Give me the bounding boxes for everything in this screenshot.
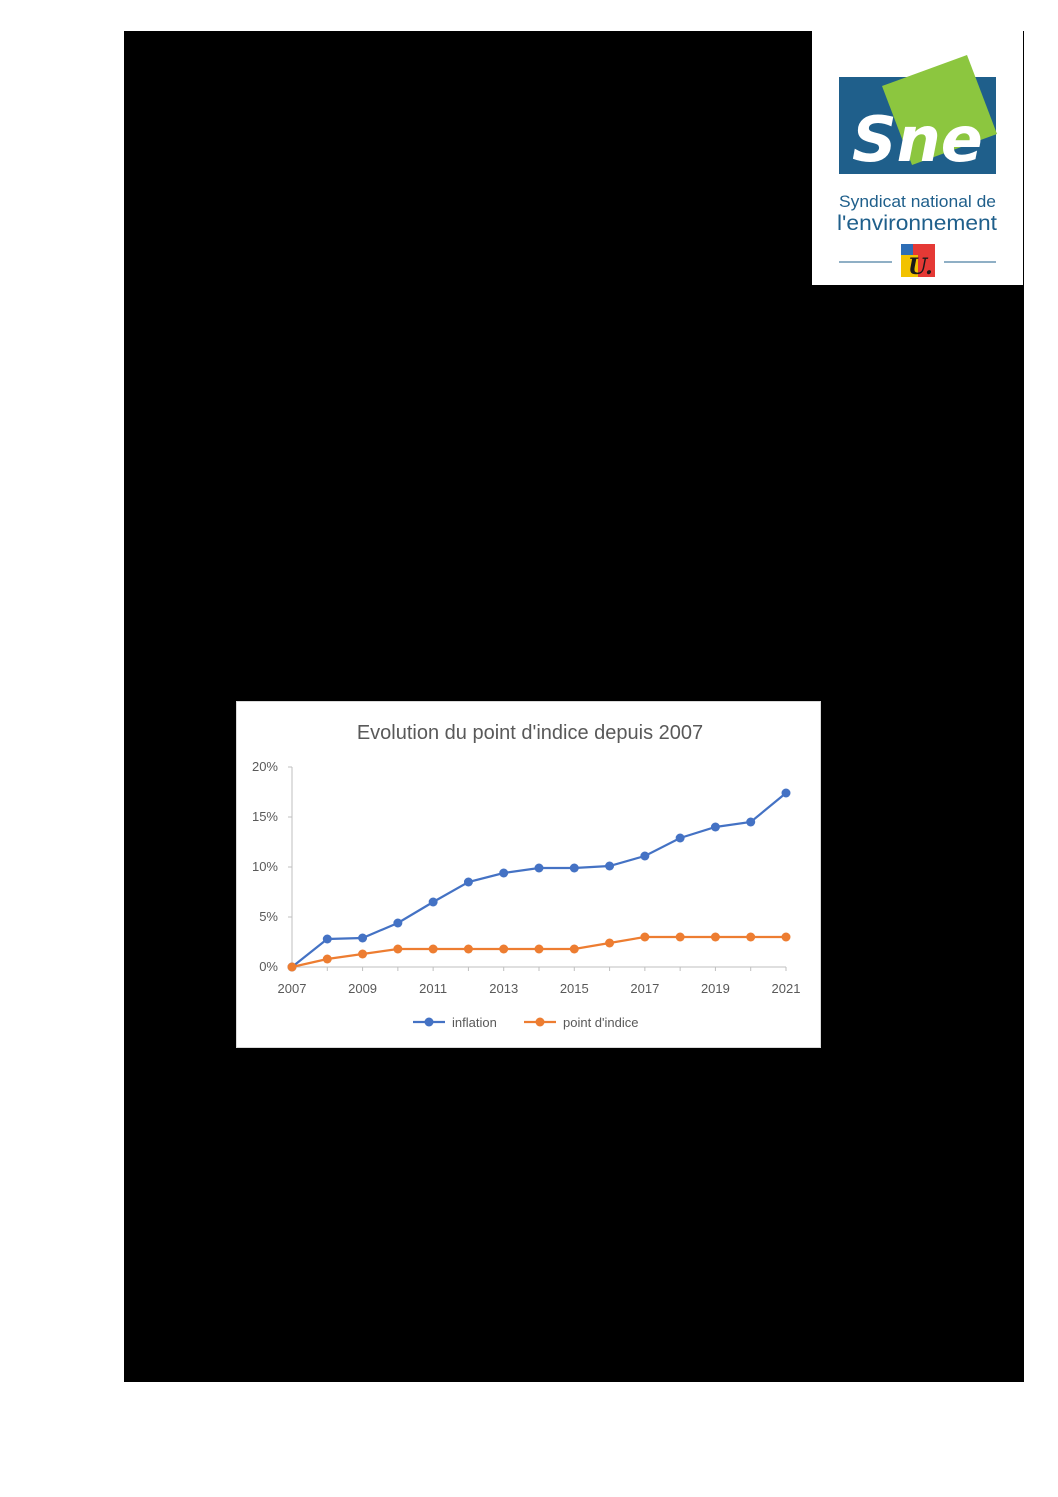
legend-swatch-marker: [425, 1018, 434, 1027]
x-tick-label: 2021: [771, 981, 801, 996]
data-point: [676, 933, 685, 942]
data-point: [782, 933, 791, 942]
legend-label: inflation: [452, 1015, 497, 1030]
legend-swatch-marker: [536, 1018, 545, 1027]
data-point: [570, 864, 579, 873]
data-point: [711, 933, 720, 942]
data-point: [288, 963, 297, 972]
data-point: [323, 935, 332, 944]
y-tick-label: 10%: [251, 859, 278, 874]
chart-container: [236, 701, 821, 1048]
data-point: [464, 945, 473, 954]
data-point: [711, 823, 720, 832]
data-point: [535, 945, 544, 954]
x-tick-label: 2019: [700, 981, 730, 996]
data-point: [323, 955, 332, 964]
y-tick-label: 0%: [259, 959, 278, 974]
series-line: [292, 793, 786, 967]
y-tick-label: 20%: [251, 759, 278, 774]
data-point: [746, 933, 755, 942]
series-layer: [288, 789, 791, 972]
data-point: [429, 945, 438, 954]
data-point: [746, 818, 755, 827]
data-point: [464, 878, 473, 887]
data-point: [499, 945, 508, 954]
series-0: [288, 789, 791, 972]
data-point: [499, 869, 508, 878]
sne-logo-graphic: [812, 31, 1023, 285]
sne-logo: [812, 31, 1023, 285]
data-point: [676, 834, 685, 843]
chart-legend: [413, 1015, 638, 1030]
logo-line-1: Syndicat national de: [839, 192, 996, 211]
data-point: [605, 862, 614, 871]
data-point: [429, 898, 438, 907]
y-tick-label: 5%: [259, 909, 278, 924]
data-point: [640, 852, 649, 861]
x-tick-label: 2007: [277, 981, 307, 996]
y-axis: [252, 759, 292, 974]
data-point: [782, 789, 791, 798]
x-axis: [278, 967, 801, 996]
x-tick-label: 2017: [630, 981, 660, 996]
x-tick-label: 2009: [348, 981, 378, 996]
data-point: [393, 919, 402, 928]
affiliation-mark: U.: [908, 254, 933, 280]
affiliation-logo: [901, 244, 935, 280]
chart-title: Evolution du point d'indice depuis 2007: [356, 722, 704, 744]
data-point: [393, 945, 402, 954]
legend-label: point d'indice: [563, 1015, 639, 1030]
data-point: [640, 933, 649, 942]
logo-line-2: l'environnement: [837, 212, 998, 235]
data-point: [605, 939, 614, 948]
data-point: [358, 950, 367, 959]
data-point: [570, 945, 579, 954]
x-tick-label: 2015: [559, 981, 589, 996]
logo-wordmark: Sne: [852, 103, 983, 176]
line-chart: [237, 702, 822, 1049]
x-tick-label: 2013: [489, 981, 519, 996]
data-point: [358, 934, 367, 943]
x-tick-label: 2011: [419, 981, 448, 996]
data-point: [535, 864, 544, 873]
y-tick-label: 15%: [251, 809, 278, 824]
